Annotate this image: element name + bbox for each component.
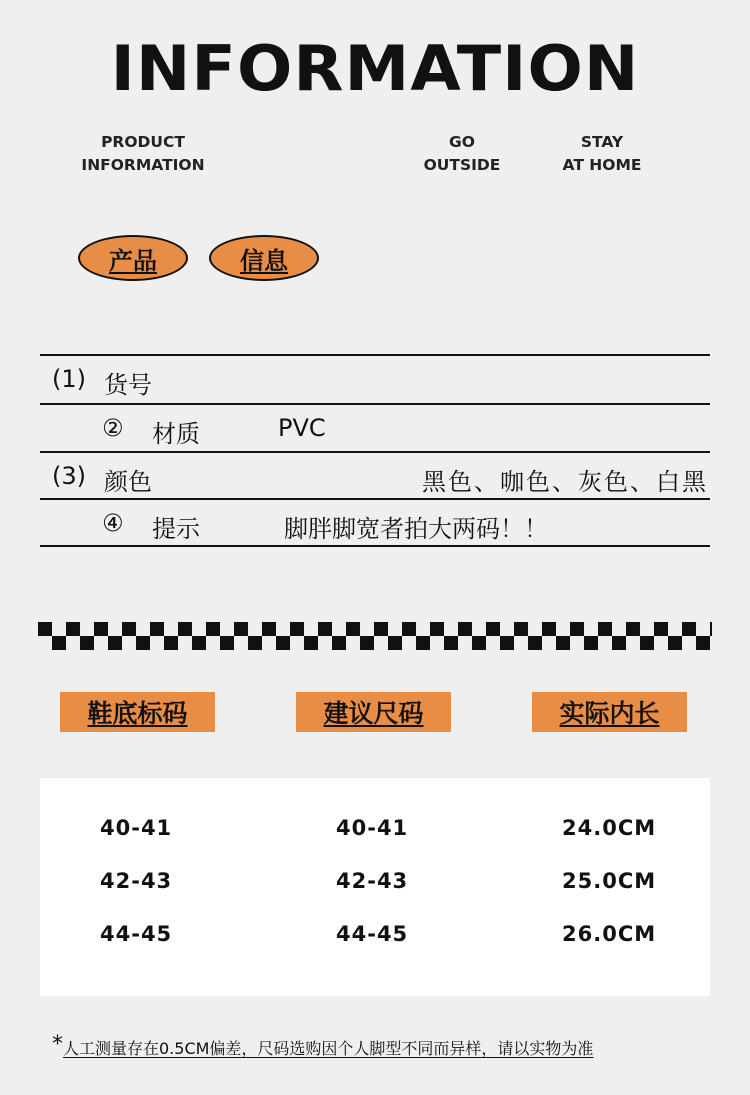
info-row-color xyxy=(40,454,710,500)
subtitle-line: GO xyxy=(449,133,475,151)
page-title: INFORMATION xyxy=(110,32,640,105)
subtitle-stay-at-home xyxy=(552,131,652,177)
table-cell: 24.0CM xyxy=(562,816,657,840)
table-cell: 42-43 xyxy=(336,869,409,893)
row-label: 货号 xyxy=(104,371,152,399)
row-value: 脚胖脚宽者拍大两码！！ xyxy=(284,515,548,543)
header-inner-length xyxy=(532,692,687,732)
row-label: 材质 xyxy=(152,420,200,448)
badge-info xyxy=(209,235,319,281)
footnote-text: 人工测量存在0.5CM偏差，尺码选购因个人脚型不同而异样，请以实物为准 xyxy=(63,1039,594,1058)
subtitle-line: PRODUCT xyxy=(101,133,185,151)
info-row-item-number xyxy=(40,357,710,403)
row-label: 颜色 xyxy=(104,468,152,496)
footnote-star: * xyxy=(52,1032,63,1057)
checkered-divider xyxy=(38,622,712,650)
subtitle-line: OUTSIDE xyxy=(423,156,501,174)
divider xyxy=(40,403,710,405)
badge-label: 产品 xyxy=(109,246,157,275)
footnote xyxy=(52,1032,594,1061)
row-number: (1) xyxy=(52,365,86,393)
header-label: 建议尺码 xyxy=(323,699,424,728)
header-label: 鞋底标码 xyxy=(87,699,188,728)
subtitle-line: STAY xyxy=(580,133,624,151)
header-sole-size xyxy=(60,692,215,732)
table-cell: 40-41 xyxy=(100,816,173,840)
row-value: 黑色、咖色、灰色、白黑 xyxy=(422,468,708,496)
row-number: ④ xyxy=(102,509,124,537)
divider xyxy=(40,545,710,547)
divider xyxy=(40,354,710,356)
info-row-tip xyxy=(40,501,710,547)
badge-label: 信息 xyxy=(240,246,288,275)
info-row-material xyxy=(40,406,710,452)
badge-product xyxy=(78,235,188,281)
table-cell: 42-43 xyxy=(100,869,173,893)
divider xyxy=(40,451,710,453)
divider xyxy=(40,498,710,500)
subtitle-product-information xyxy=(72,131,214,177)
table-cell: 40-41 xyxy=(336,816,409,840)
subtitle-line: AT HOME xyxy=(562,156,642,174)
table-cell: 44-45 xyxy=(336,922,409,946)
row-value: PVC xyxy=(278,414,326,442)
row-label: 提示 xyxy=(152,515,200,543)
row-number: (3) xyxy=(52,462,86,490)
table-cell: 26.0CM xyxy=(562,922,657,946)
row-number: ② xyxy=(102,414,124,442)
table-cell: 44-45 xyxy=(100,922,173,946)
table-cell: 25.0CM xyxy=(562,869,657,893)
header-recommended-size xyxy=(296,692,451,732)
header-label: 实际内长 xyxy=(559,699,660,728)
subtitle-line: INFORMATION xyxy=(81,156,205,174)
size-table xyxy=(40,778,710,996)
subtitle-go-outside xyxy=(412,131,512,177)
